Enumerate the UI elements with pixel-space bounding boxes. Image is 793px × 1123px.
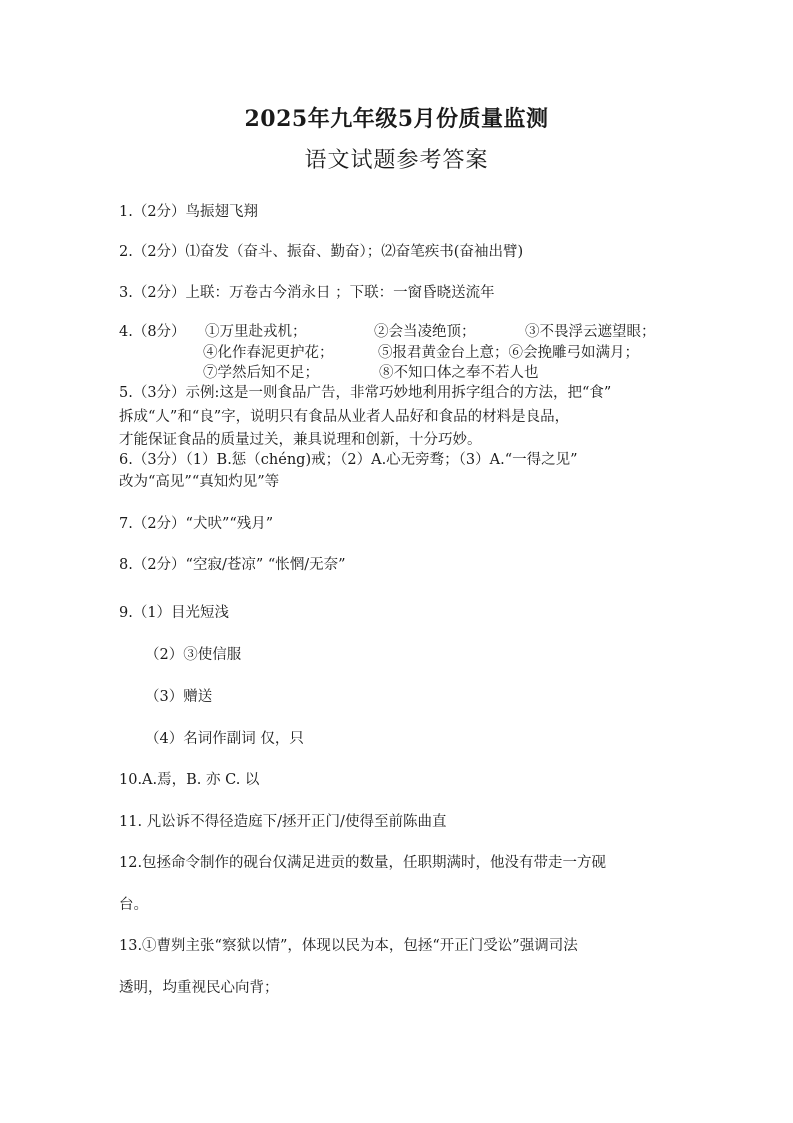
answer-10: 10.A.焉，B. 亦 C. 以 bbox=[119, 772, 260, 788]
answer-4-item-1: ①万里赴戎机； bbox=[205, 324, 307, 340]
answer-1: 1.（2分）鸟振翅飞翔 bbox=[119, 204, 259, 220]
answer-4-item-7: ⑦学然后知不足； bbox=[203, 365, 319, 381]
answer-12-line-1: 12.包拯命令制作的砚台仅满足进贡的数量，任职期满时，他没有带走一方砚 bbox=[119, 855, 607, 871]
answer-9-1: 9.（1）目光短浅 bbox=[119, 605, 230, 621]
answer-13-line-2: 透明，均重视民心向背； bbox=[119, 980, 279, 996]
answer-4-item-8: ⑧不知口体之奉不若人也 bbox=[379, 365, 539, 381]
answer-9-2: （2）③使信服 bbox=[145, 647, 242, 663]
answer-4-label: 4.（8分） bbox=[119, 324, 186, 340]
answer-6-line-1: 6.（3分）（1）B.惩（chéng)戒；（2）A.心无旁骛；（3）A.“一得之见” bbox=[119, 452, 578, 468]
answer-5-line-2: 拆成“人”和“良”字，说明只有食品从业者人品好和食品的材料是良品， bbox=[119, 409, 570, 425]
answer-13-line-1: 13.①曹刿主张“察狱以情”，体现以民为本，包拯“开正门受讼”强调司法 bbox=[119, 938, 578, 954]
answer-6-line-2: 改为“高见”“真知灼见”等 bbox=[119, 474, 280, 490]
answer-9-4: （4）名词作副词 仅，只 bbox=[145, 731, 304, 747]
answer-4-item-3: ③不畏浮云遮望眼； bbox=[525, 324, 656, 340]
answer-7: 7.（2分）“犬吠”“残月” bbox=[119, 516, 274, 532]
answer-9-3: （3）赠送 bbox=[145, 689, 213, 705]
answer-8: 8.（2分）“空寂/苍凉” “怅惘/无奈” bbox=[119, 557, 346, 573]
answer-12-line-2: 台。 bbox=[119, 897, 148, 913]
page-title: 2025年九年级5月份质量监测 bbox=[244, 106, 549, 132]
answer-4-item-2: ②会当凌绝顶； bbox=[374, 324, 476, 340]
answer-2: 2.（2分）⑴奋发（奋斗、振奋、勤奋）；⑵奋笔疾书(奋袖出臂) bbox=[119, 244, 524, 260]
answer-5-line-3: 才能保证食品的质量过关，兼具说理和创新，十分巧妙。 bbox=[119, 432, 482, 448]
answer-4-item-5-6: ⑤报君黄金台上意；⑥会挽雕弓如满月； bbox=[378, 345, 639, 361]
answer-5-line-1: 5.（3分）示例:这是一则食品广告，非常巧妙地利用拆字组合的方法，把“食” bbox=[119, 385, 612, 401]
answer-4-item-4: ④化作春泥更护花； bbox=[203, 345, 334, 361]
answer-11: 11. 凡讼诉不得径造庭下/拯开正门/使得至前陈曲直 bbox=[119, 814, 447, 830]
answer-3: 3.（2分）上联：万卷古今消永日 ；下联：一窗昏晓送流年 bbox=[119, 285, 495, 301]
page-subtitle: 语文试题参考答案 bbox=[304, 148, 489, 173]
